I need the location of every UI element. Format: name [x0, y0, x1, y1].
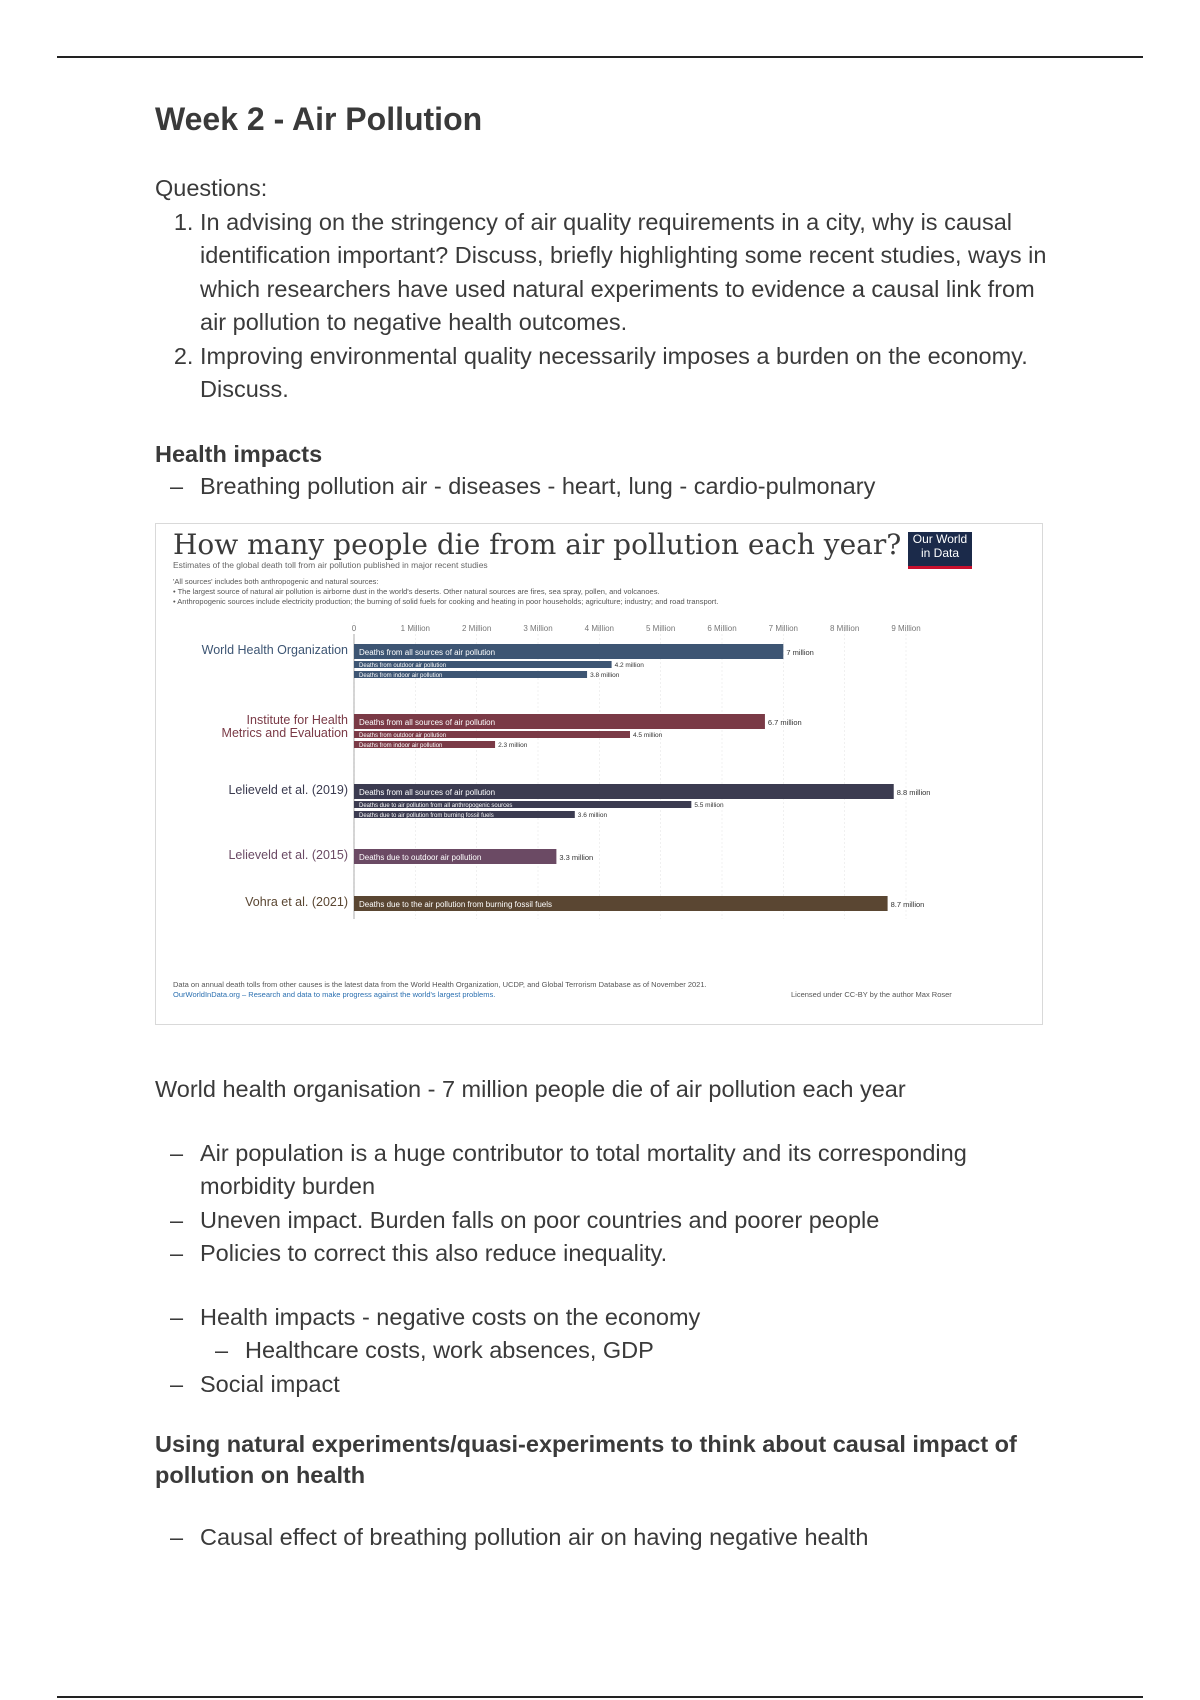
chart-footnote: Data on annual death tolls from other causes is the latest data from the World Health Organization, UCDP, and Global Terrorism Database as of November 2021. — [173, 980, 707, 990]
group-label: World Health Organization — [201, 643, 348, 658]
bar-label: Deaths from all sources of air pollution — [359, 718, 496, 728]
list-item — [200, 1301, 1055, 1368]
health-impacts-heading: Health impacts — [155, 440, 323, 467]
group-label: Lelieveld et al. (2019) — [228, 783, 348, 798]
bar-label: Deaths from indoor air pollution — [359, 673, 443, 680]
economy-bullet-text: Health impacts - negative costs on the economy — [200, 1303, 701, 1330]
tick-label: 7 Million — [768, 624, 799, 634]
value-label: 3.3 million — [559, 853, 594, 863]
value-label: 2.3 million — [498, 742, 528, 750]
top-rule — [57, 56, 1143, 58]
economy-sub-list — [200, 1334, 1055, 1368]
list-item: – Healthcare costs, work absences, GDP — [245, 1334, 1055, 1368]
bar-label: Deaths from outdoor air pollution — [359, 663, 447, 670]
chart-license: Licensed under CC-BY by the author Max Roser — [791, 990, 952, 1000]
group-label: Metrics and Evaluation — [221, 726, 348, 741]
questions-list — [155, 206, 1055, 407]
tick-label: 1 Million — [400, 624, 431, 634]
value-label: 8.7 million — [890, 900, 925, 910]
tick-label: 3 Million — [523, 624, 553, 634]
list-item: – Social impact — [200, 1368, 1055, 1402]
chart-note: • The largest source of natural air pollution is airborne dust in the world's deserts. Other natural sources are fires, sea spray, pollen, and volcanoes. — [173, 587, 660, 597]
chart-source: OurWorldInData.org – Research and data to make progress against the world's largest problems. — [173, 990, 496, 1000]
value-label: 4.5 million — [633, 732, 663, 740]
group-label: Institute for Health — [246, 713, 348, 728]
value-label: 8.8 million — [896, 788, 931, 798]
value-label: 7 million — [786, 648, 814, 658]
impact-bullets — [155, 1137, 1055, 1271]
owid-logo: Our World in Data — [908, 532, 972, 569]
list-item: – Uneven impact. Burden falls on poor countries and poorer people — [200, 1204, 1055, 1238]
bar-label: Deaths due to air pollution from burning fossil fuels — [359, 813, 494, 820]
value-label: 3.8 million — [590, 672, 620, 680]
question-item: 1. In advising on the stringency of air quality requirements in a city, why is causal identification important? Discuss, briefly highlighting some recent studies, ways in which researchers have used natural experiments to evidence a causal link from air pollution to negative health outcomes. — [200, 206, 1055, 340]
list-item: – Breathing pollution air - diseases - heart, lung - cardio-pulmonary — [200, 470, 1055, 504]
chart-note: 'All sources' includes both anthropogenic and natural sources: — [173, 577, 379, 587]
list-item: – Causal effect of breathing pollution air on having negative health — [200, 1521, 1055, 1555]
chart-subtitle: Estimates of the global death toll from air pollution published in major recent studies — [173, 560, 488, 571]
list-item: – Policies to correct this also reduce inequality. — [200, 1237, 1055, 1271]
bar-label: Deaths from all sources of air pollution — [359, 788, 496, 798]
bar-label: Deaths due to outdoor air pollution — [359, 853, 482, 863]
economy-bullets — [155, 1301, 1055, 1402]
chart-title: How many people die from air pollution each year? — [173, 528, 902, 562]
bar-label: Deaths due to the air pollution from burning fossil fuels — [359, 900, 552, 910]
tick-label: 5 Million — [645, 624, 676, 634]
chart-plot — [156, 524, 1042, 1024]
value-label: 5.5 million — [694, 802, 724, 810]
bar-label: Deaths from all sources of air pollution — [359, 648, 496, 658]
natural-bullets — [155, 1521, 1055, 1555]
value-label: 4.2 million — [614, 662, 644, 670]
document-body — [155, 100, 1055, 1555]
list-item: – Air population is a huge contributor to total mortality and its corresponding morbidity burden — [200, 1137, 1055, 1204]
group-label: Lelieveld et al. (2015) — [228, 848, 348, 863]
tick-label: 2 Million — [461, 624, 492, 634]
value-label: 6.7 million — [767, 718, 802, 728]
natural-experiments-heading: Using natural experiments/quasi-experiments to think about causal impact of pollution on health — [155, 1431, 1017, 1489]
question-item: 2. Improving environmental quality necessarily imposes a burden on the economy. Discuss. — [200, 340, 1055, 407]
bar-label: Deaths from indoor air pollution — [359, 743, 443, 750]
tick-label: 9 Million — [891, 624, 921, 634]
bar-label: Deaths from outdoor air pollution — [359, 733, 447, 740]
questions-label: Questions: — [155, 175, 268, 202]
tick-label: 0 — [351, 624, 357, 634]
page-title: Week 2 - Air Pollution — [155, 101, 483, 137]
health-bullets — [155, 470, 1055, 504]
group-label: Vohra et al. (2021) — [245, 895, 348, 910]
bar-label: Deaths due to air pollution from all anthropogenic sources — [359, 803, 513, 810]
bottom-rule — [57, 1696, 1143, 1698]
chart-note: • Anthropogenic sources include electricity production; the burning of solid fuels for cooking and heating in poor households; agriculture; industry; and road transport. — [173, 597, 719, 607]
tick-label: 6 Million — [707, 624, 737, 634]
value-label: 3.6 million — [577, 812, 608, 820]
tick-label: 8 Million — [829, 624, 860, 634]
tick-label: 4 Million — [584, 624, 615, 634]
who-statement: World health organisation - 7 million people die of air pollution each year — [155, 1076, 906, 1103]
air-pollution-chart — [155, 523, 1043, 1025]
